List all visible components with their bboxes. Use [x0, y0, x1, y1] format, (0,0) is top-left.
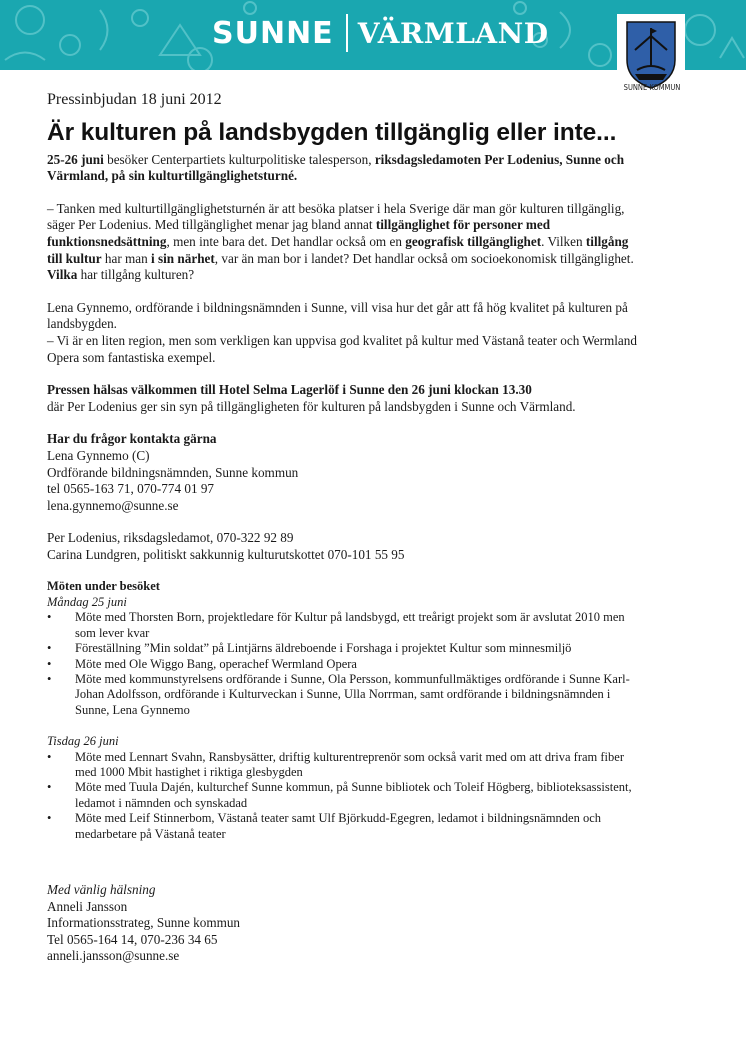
document-body — [47, 88, 637, 965]
list-item: • Möte med Tuula Dajén, kulturchef Sunne kommun, på Sunne bibliotek och Toleif Högberg, biblioteksassistent, ledamot i nämnden och synskadad — [47, 780, 637, 811]
list-item: • Möte med Ole Wiggo Bang, operachef Wermland Opera — [47, 657, 637, 672]
closing-greeting: Med vänlig hälsning — [47, 881, 156, 897]
contact-line: Lena Gynnemo (C) — [47, 447, 150, 463]
invite-heading: Pressen hälsas välkommen till Hotel Selma Lagerlöf i Sunne den 26 juni klockan 13.30 — [47, 382, 532, 398]
signature-phone: Tel 0565-164 14, 070-236 34 65 — [47, 931, 218, 947]
brand-varmland: VÄRMLAND — [357, 16, 549, 50]
intro-date: 25-26 juni — [47, 151, 104, 167]
meeting-day: Tisdag 26 juni — [47, 734, 119, 749]
list-item: • Föreställning ”Min soldat” på Lintjärns äldreboende i Forshaga i projektet Kultur som minnesmiljö — [47, 641, 637, 656]
intro-paragraph: 25-26 juni besöker Centerpartiets kulturpolitiske talesperson, riksdagsledamoten Per Lodenius, Sunne och Värmland, på sin kulturtillgänglighetsturné. — [47, 151, 625, 184]
quote-paragraph: – Tanken med kulturtillgänglighetsturnén är att besöka platser i hela Sverige där man gör kulturen tillgänglig, säger Per Lodenius. Med tillgänglighet menar jag bland annat tillgänglighet för personer med funktionsnedsättning, men inte bara det. Det handlar också om en geografisk tillgänglighet. Vilken tillgång till kultur har man i sin närhet, var än man bor i landet? Det handlar också om socioekonomisk tillgänglighet. Vilka har tillgång kulturen? — [47, 200, 634, 283]
list-item: • Möte med Lennart Svahn, Ransbysätter, driftig kulturentreprenör som också varit med om att driva fram fiber med 1000 Mbit hastighet i riktiga glesbygden — [47, 750, 637, 781]
invite-text: där Per Lodenius ger sin syn på tillgängligheten för kulturen på landsbygden i Sunne och Värmland. — [47, 398, 576, 414]
meetings-list-day2 — [47, 750, 637, 842]
contact-line: tel 0565-163 71, 070-774 01 97 — [47, 481, 215, 497]
meetings-heading: Möten under besöket — [47, 579, 160, 594]
signature-title: Informationsstrateg, Sunne kommun — [47, 915, 241, 931]
contact-other: Per Lodenius, riksdagsledamot, 070-322 92 89 — [47, 530, 294, 546]
brand-sunne: SUNNE — [212, 15, 334, 51]
region-paragraph: – Vi är en liten region, men som verkligen kan uppvisa god kvalitet på kultur med Västanå teater och Wermland Opera som fantastiska exempel. — [47, 332, 637, 365]
press-date: Pressinbjudan 18 juni 2012 — [47, 91, 222, 108]
contact-email: lena.gynnemo@sunne.se — [47, 497, 179, 513]
signature-email: anneli.jansson@sunne.se — [47, 948, 180, 964]
brand-divider — [346, 14, 348, 52]
document-title: Är kulturen på landsbygden tillgänglig eller inte... — [47, 118, 617, 146]
lena-paragraph: Lena Gynnemo, ordförande i bildningsnämnden i Sunne, vill visa hur det går att få hög kvalitet på kulturen på landsbygden. — [47, 299, 628, 332]
brand-logo — [212, 14, 549, 52]
contact-other: Carina Lundgren, politiskt sakkunnig kulturutskottet 070-101 55 95 — [47, 546, 405, 562]
list-item: • Möte med kommunstyrelsens ordförande i Sunne, Ola Persson, kommunfullmäktiges ordförande i Sunne Karl-Johan Adolfsson, ordförande i Kulturveckan i Sunne, Ulla Norrman, samt ordförande i bildningsnämnden i Sunne, Lena Gynnemo — [47, 672, 637, 718]
crest-label: SUNNE KOMMUN — [623, 83, 681, 92]
contact-line: Ordförande bildningsnämnden, Sunne kommun — [47, 464, 299, 480]
list-item: • Möte med Thorsten Born, projektledare för Kultur på landsbygd, ett treårigt projekt som är avslutat 2010 men som lever kvar — [47, 610, 637, 641]
list-item: • Möte med Leif Stinnerbom, Västanå teater samt Ulf Björkudd-Egegren, ledamot i bildningsnämnden och medarbetare på Västanå teater — [47, 811, 637, 842]
meetings-list-day1 — [47, 610, 637, 718]
contact-heading: Har du frågor kontakta gärna — [47, 431, 217, 447]
meeting-day: Måndag 25 juni — [47, 594, 127, 609]
signature-name: Anneli Jansson — [47, 898, 128, 914]
